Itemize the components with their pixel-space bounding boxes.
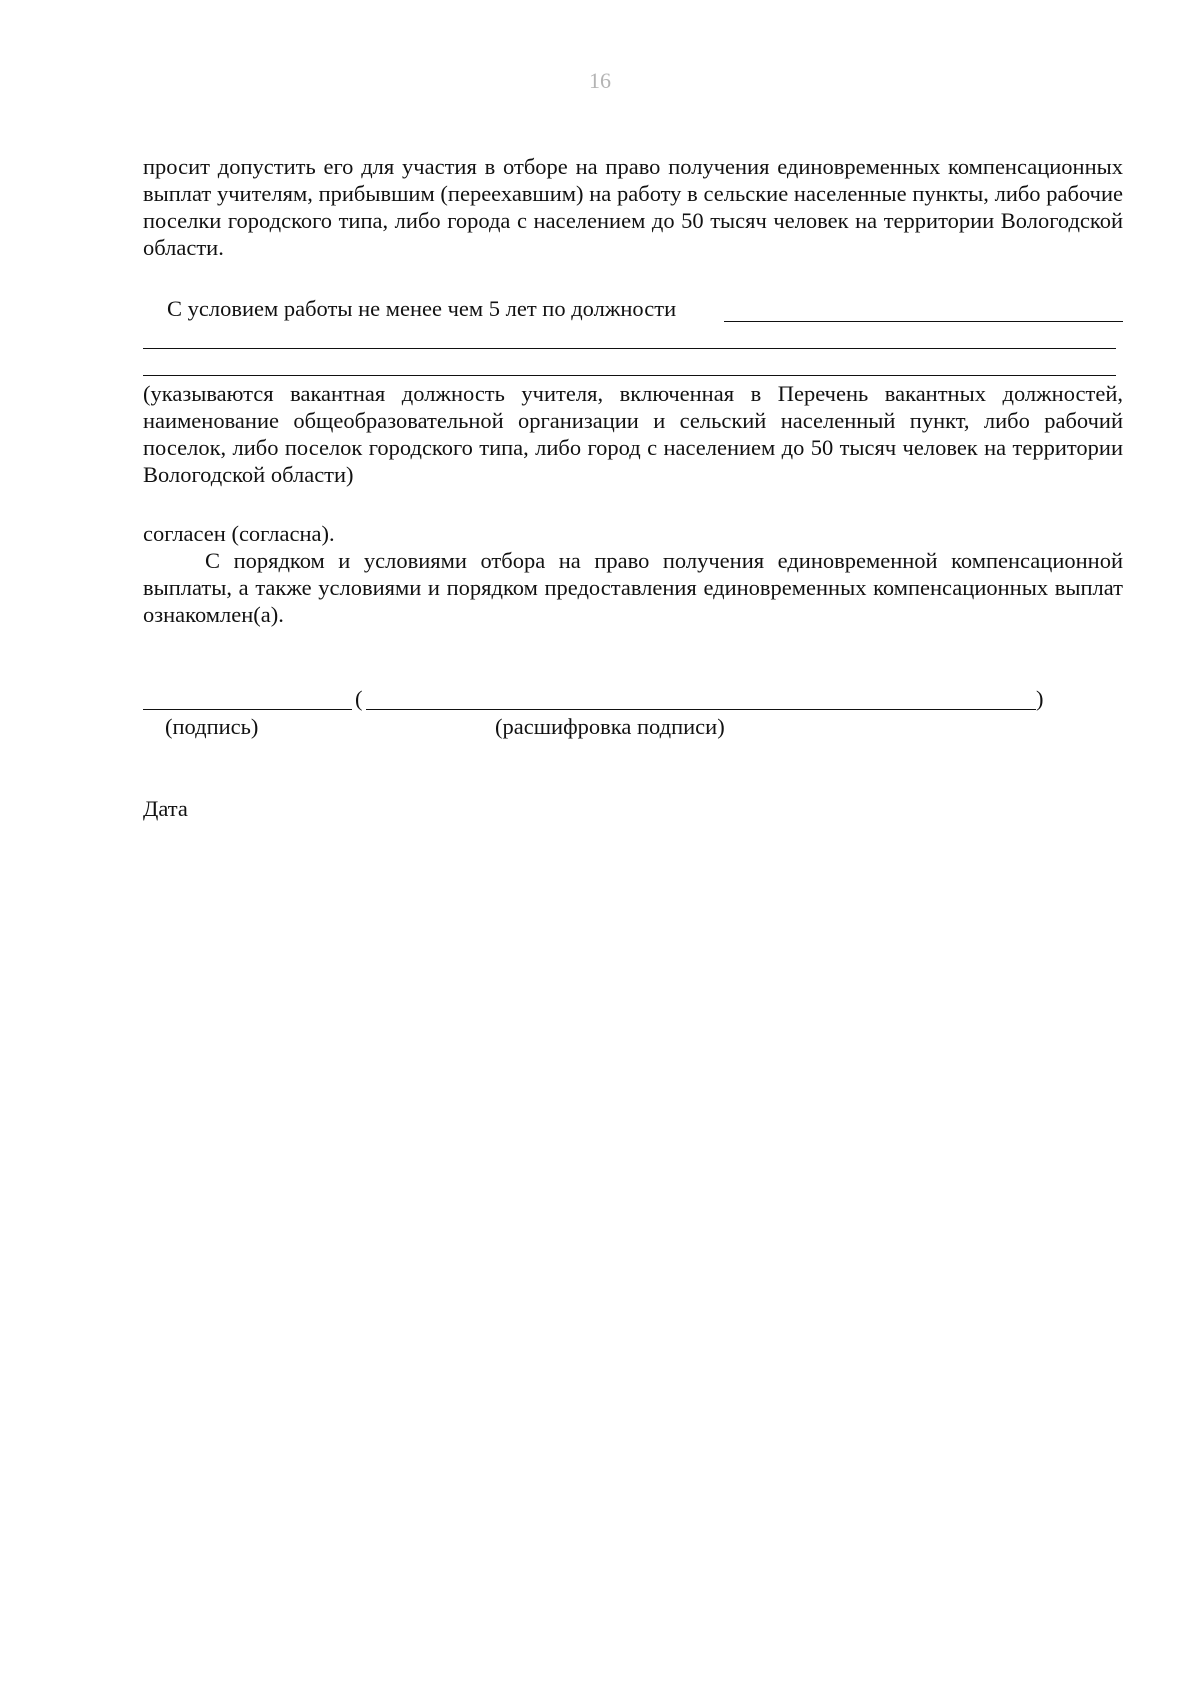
position-note: (указываются вакантная должность учителя, включенная в Перечень вакантных должностей, наименование общеобразовательной организации и сельский населенный пункт, либо рабочий поселок, либо поселок городского типа, либо город с населением до 50 тысяч человек на территории Вологодской области) [143,381,1123,487]
signature-caption: (подпись) [165,714,259,739]
date-label: Дата [143,796,188,821]
decoding-caption: (расшифровка подписи) [495,714,725,739]
condition-lead-text: С условием работы не менее чем 5 лет по должности [167,296,677,321]
decoding-close-paren: ) [1036,686,1044,711]
position-blank-line-1 [724,321,1123,322]
position-blank-line-3 [143,375,1116,376]
agree-text: согласен (согласна). [143,521,335,546]
position-blank-line-2 [143,348,1116,349]
condition-line [143,295,1123,322]
acquainted-paragraph: С порядком и условиями отбора на право получения единовременной компенсационной выплаты, а также условиями и порядком предоставления единовременных компенсационных выплат ознакомлен(а). [143,548,1123,627]
request-paragraph: просит допустить его для участия в отборе на право получения единовременных компенсационных выплат учителям, прибывшим (переехавшим) на работу в сельские населенные пункты, либо рабочие поселки городского типа, либо города с населением до 50 тысяч человек на территории Вологодской области. [143,154,1123,260]
signature-blank-line [143,709,352,710]
decoding-blank-line [366,709,1036,710]
decoding-open-paren: ( [355,686,363,711]
page-number: 16 [589,68,611,93]
